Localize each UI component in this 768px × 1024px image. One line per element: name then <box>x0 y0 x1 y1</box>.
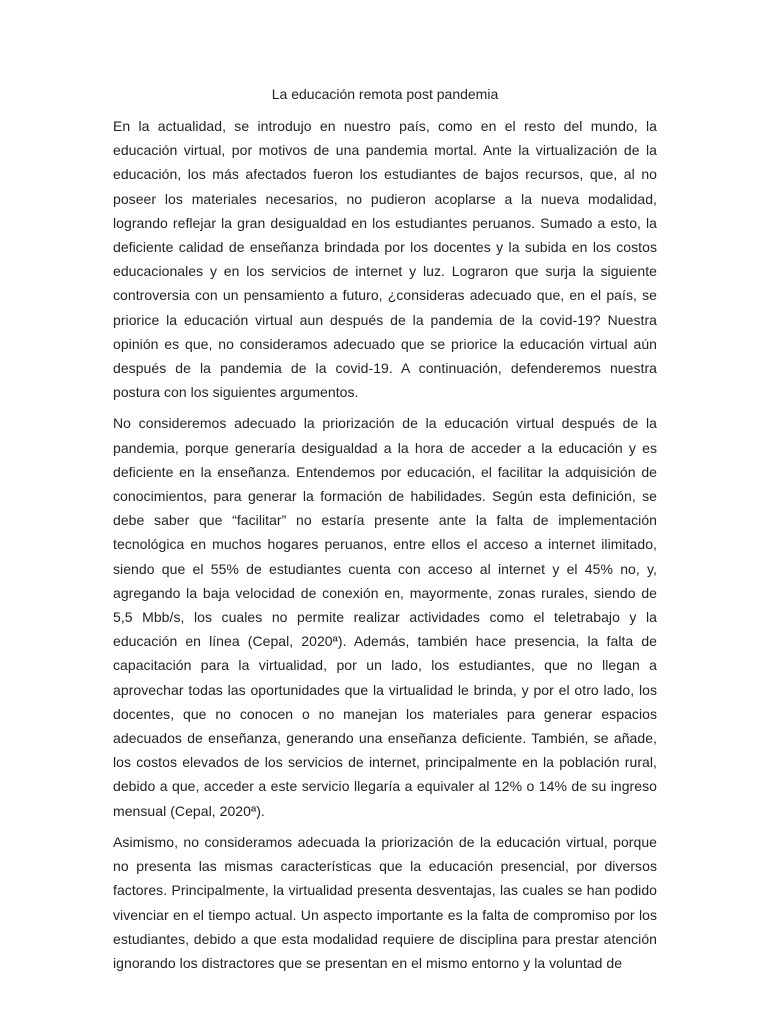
paragraph-introduction: En la actualidad, se introdujo en nuestro país, como en el resto del mundo, la educación virtual, por motivos de una pandemia mortal. Ante la virtualización de la educación, los más afectados fueron los estudiantes de bajos recursos, que, al no poseer los materiales necesarios, no pudieron acoplarse a la nueva modalidad, logrando reflejar la gran desigualdad en los estudiantes peruanos. Sumado a esto, la deficiente calidad de enseñanza brindada por los docentes y la subida en los costos educacionales y en los servicios de internet y luz. Lograron que surja la siguiente controversia con un pensamiento a futuro, ¿consideras adecuado que, en el país, se priorice la educación virtual aun después de la pandemia de la covid-19? Nuestra opinión es que, no consideramos adecuado que se priorice la educación virtual aún después de la pandemia de la covid-19. A continuación, defenderemos nuestra postura con los siguientes argumentos. <box>113 118 657 401</box>
paragraph-argument-two: Asimismo, no consideramos adecuada la priorización de la educación virtual, porque no presenta las mismas características que la educación presencial, por diversos factores. Principalmente, la virtualidad presenta desventajas, las cuales se han podido vivenciar en el tiempo actual. Un aspecto importante es la falta de compromiso por los estudiantes, debido a que esta modalidad requiere de disciplina para prestar atención ignorando los distractores que se presentan en el mismo entorno y la voluntad de <box>113 833 657 971</box>
paragraph-argument-one: No consideremos adecuado la priorización de la educación virtual después de la pandemia, porque generaría desigualdad a la hora de acceder a la educación y es deficiente en la enseñanza. Entendemos por educación, el facilitar la adquisición de conocimientos, para generar la formación de habilidades. Según esta definición, se debe saber que “facilitar” no estaría presente ante la falta de implementación tecnológica en muchos hogares peruanos, entre ellos el acceso a internet ilimitado, siendo que el 55% de estudiantes cuenta con acceso al internet y el 45% no, y, agregando la baja velocidad de conexión en, mayormente, zonas rurales, siendo de 5,5 Mbb/s, los cuales no permite realizar actividades como el teletrabajo y la educación en línea (Cepal, 2020ª). Además, también hace presencia, la falta de capacitación para la virtualidad, por un lado, los estudiantes, que no llegan a aprovechar todas las oportunidades que la virtualidad le brinda, y por el otro lado, los docentes, que no conocen o no manejan los materiales para generar espacios adecuados de enseñanza, generando una enseñanza deficiente. También, se añade, los costos elevados de los servicios de internet, principalmente en la población rural, debido a que, acceder a este servicio llegaría a equivaler al 12% o 14% de su ingreso mensual (Cepal, 2020ª). <box>113 415 657 819</box>
document-page <box>113 82 657 982</box>
document-title: La educación remota post pandemia <box>271 86 499 102</box>
